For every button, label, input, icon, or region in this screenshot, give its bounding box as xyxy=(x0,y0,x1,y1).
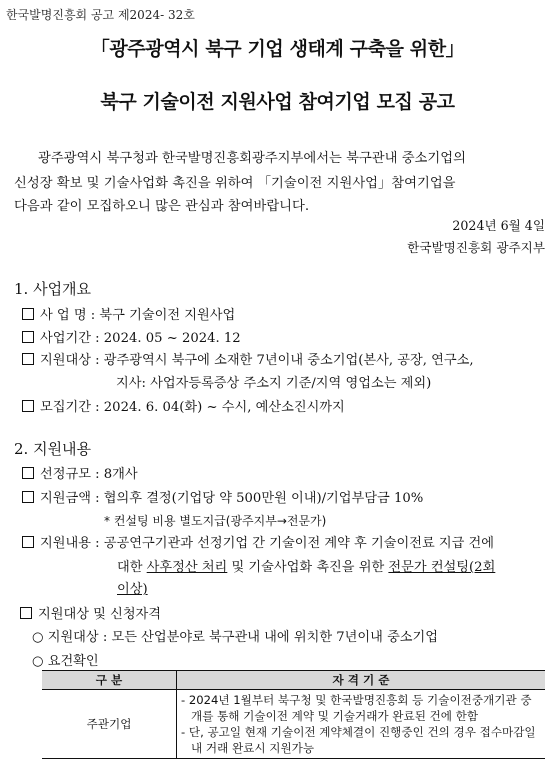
notice-date: 2024년 6월 4일 xyxy=(452,218,545,233)
criteria-item: - 2024년 1월부터 북구청 및 한국발명진흥회 등 기술이전중개기관 중개를 통해 기술이전 계약 및 기술거래가 완료된 건에 한함 xyxy=(181,693,532,723)
support-content: 지원내용 : 공공연구기관과 선정기업 간 기술이전 계약 후 기술이전료 지급 건에 xyxy=(22,532,494,551)
notice-number: 한국발명진흥회 공고 제2024- 32호 xyxy=(6,8,195,22)
overview-target: 지원대상 : 광주광역시 북구에 소재한 7년이내 중소기업(본사, 공장, 연구소, xyxy=(22,349,474,368)
checkbox-icon xyxy=(22,400,34,412)
overview-project-name: 사 업 명 : 북구 기술이전 지원사업 xyxy=(22,304,235,323)
section-2-heading: 2. 지원내용 xyxy=(14,440,92,458)
criteria-table xyxy=(42,670,545,759)
column-header-category: 구 분 xyxy=(42,671,177,690)
support-content-cont: 대한 사후정산 처리 및 기술사업화 촉진을 위한 전문가 컨설팅(2회 xyxy=(117,560,496,575)
overview-period: 사업기간 : 2024. 05 ~ 2024. 12 xyxy=(22,327,241,346)
support-amount: 지원금액 : 협의후 결정(기업당 약 500만원 이내)/기업부담금 10% xyxy=(22,487,423,506)
overview-target-cont: 지사: 사업자등록증상 주소지 기준/지역 영업소는 제외) xyxy=(116,376,432,391)
criteria-cell xyxy=(177,690,546,759)
support-content-end: 이상) xyxy=(117,582,148,597)
checkbox-icon xyxy=(22,491,34,503)
checkbox-icon xyxy=(22,308,34,320)
intro-line-3: 다음과 같이 모집하오니 많은 관심과 참여바랍니다. xyxy=(14,199,310,214)
eligibility-heading: 지원대상 및 신청자격 xyxy=(20,603,161,622)
issuer-name: 한국발명진흥회 광주지부 xyxy=(407,240,545,255)
checkbox-icon xyxy=(22,353,34,365)
column-header-criteria: 자 격 기 준 xyxy=(177,671,546,690)
table-header-row xyxy=(42,671,545,690)
checkbox-icon xyxy=(22,467,34,479)
page-title: 「광주광역시 북구 기업 생태계 구축을 위한」 xyxy=(90,38,465,60)
criteria-item: - 단, 공고일 현재 기술이전 계약체결이 진행중인 건의 경우 접수마감일 내 거래 완료시 지원가능 xyxy=(181,725,536,755)
table-row xyxy=(42,690,545,759)
page-subtitle: 북구 기술이전 지원사업 참여기업 모집 공고 xyxy=(100,91,455,113)
intro-line-2: 신성장 확보 및 기술사업화 촉진을 위하여 「기술이전 지원사업」참여기업을 xyxy=(14,176,456,191)
row-label: 주관기업 xyxy=(42,690,177,759)
support-amount-note: * 컨설팅 비용 별도지급(광주지부→전문가) xyxy=(104,514,327,528)
checkbox-icon xyxy=(22,331,34,343)
checkbox-icon xyxy=(22,536,34,548)
eligibility-target: ○ 지원대상 : 모든 산업분야로 북구관내 내에 위치한 7년이내 중소기업 xyxy=(32,630,439,645)
support-scale: 선정규모 : 8개사 xyxy=(22,463,138,482)
requirements-heading: ○ 요건확인 xyxy=(32,654,99,669)
intro-line-1: 광주광역시 북구청과 한국발명진흥회광주지부에서는 북구관내 중소기업의 xyxy=(38,151,466,166)
overview-recruit-period: 모집기간 : 2024. 6. 04(화) ~ 수시, 예산소진시까지 xyxy=(22,396,345,415)
section-1-heading: 1. 사업개요 xyxy=(14,280,92,298)
checkbox-icon xyxy=(20,607,32,619)
